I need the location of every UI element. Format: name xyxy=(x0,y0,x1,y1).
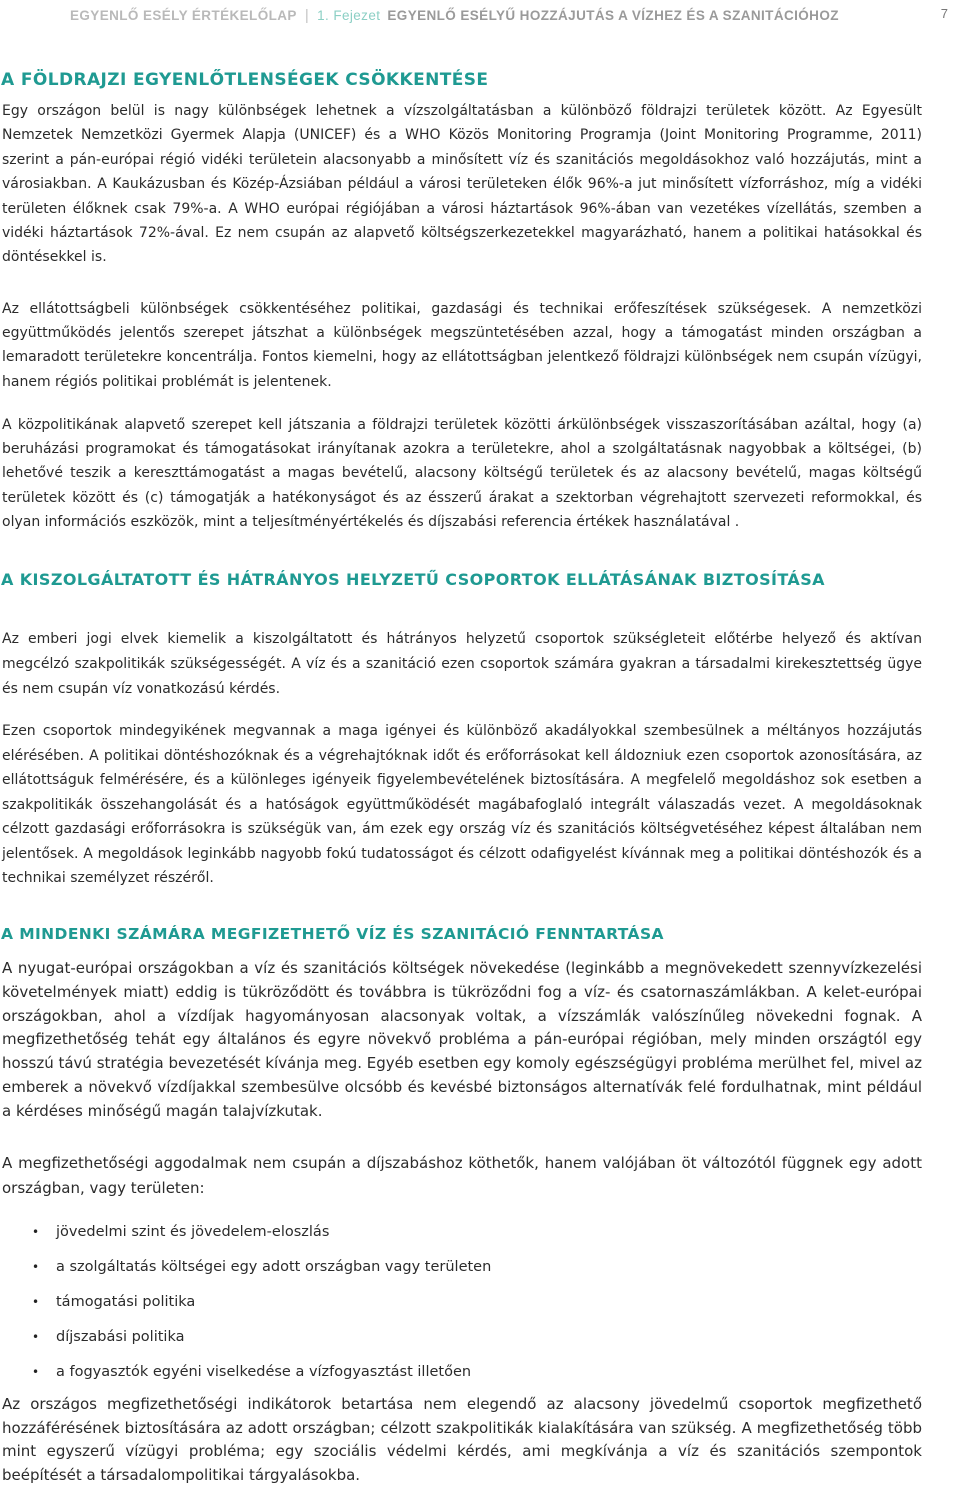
list-item xyxy=(0,1355,940,1390)
list-item-text: a fogyasztók egyéni viselkedése a vízfogyasztást illetően xyxy=(56,1364,472,1380)
paragraph-affordability-intro: A nyugat-európai országokban a víz és szanitációs költségek növekedése (leginkább a megnövekedett szennyvízkezelési követelmények miatt) eddig is tükröződött és továbbra is tükröződni fog a víz- és csatornaszámlákban. A kelet-európai országokban, ahol a vízdíjak hagyományosan alacsonyak voltak, a vízszámlák valószínűleg növekedni fognak. A megfizethetőség tehát egy általános és egyre növekvő probléma a pán-európai régióban, mely minden országtól egy hosszú távú stratégia bevezetését kívánja meg. Egyéb esetben egy komoly egészségügyi probléma merülhet fel, mivel az emberek a növekvő vízdíjakkal szembesülve olcsóbb és kevésbé biztonságos alternatívák felé fordulhatnak, mint például a kérdéses minőségű magán talajvízkutak. xyxy=(2,959,922,1120)
list-item xyxy=(0,1285,940,1320)
paragraph-geographic-policy: A közpolitikának alapvető szerepet kell játszania a földrajzi területek közötti árkülönbségek visszaszorításában azáltal, hogy (a) beruházási programokat és támogatásokat irányítanak azokra a területekre, ahol a szolgáltatásnak nagyobbak a költségei, (b) lehetővé teszik a kereszttámogatást a magas bevételű, alacsony költségű területek és az alacsony bevételű, magas költségű területek között és (c) támogatják a hatékonyságot és az ésszerű árakat a szektorban végrehajtott szervezeti reformokkal, és olyan információs eszközök, mint a teljesítményértékelés és díjszabási referencia értékek használatával . xyxy=(2,417,922,530)
list-item-text: támogatási politika xyxy=(56,1294,196,1310)
section-heading-affordability: A MINDENKI SZÁMÁRA MEGFIZETHETŐ VÍZ ÉS SZANITÁCIÓ FENNTARTÁSA xyxy=(1,925,664,943)
section-heading-geographic: A FÖLDRAJZI EGYENLŐTLENSÉGEK CSÖKKENTÉSE xyxy=(1,70,489,90)
paragraph-vulnerable-intro: Az emberi jogi elvek kiemelik a kiszolgáltatott és hátrányos helyzetű csoportok szükségleteit előtérbe helyező és aktívan megcélzó szakpolitikák szükségességét. A víz és a szanitáció ezen csoportok számára gyakran a társadalmi kirekesztettség ügye és nem csupán víz vonatkozású kérdés. xyxy=(2,631,922,697)
bullet-icon: • xyxy=(32,1225,40,1239)
paragraph-geographic-intro xyxy=(2,79,922,270)
bullet-icon: • xyxy=(32,1330,40,1344)
list-item-text: jövedelmi szint és jövedelem-eloszlás xyxy=(56,1224,330,1240)
list-item-text: a szolgáltatás költségei egy adott országban vagy területen xyxy=(56,1259,492,1275)
bullet-icon: • xyxy=(32,1260,40,1274)
page-number: 7 xyxy=(940,6,948,21)
running-header xyxy=(70,4,948,26)
section-heading-vulnerable-groups: A KISZOLGÁLTATOTT ÉS HÁTRÁNYOS HELYZETŰ CSOPORTOK ELLÁTÁSÁNAK BIZTOSÍTÁSA xyxy=(1,570,825,589)
bullet-icon: • xyxy=(32,1365,40,1379)
paragraph-geographic-efforts: Az ellátottságbeli különbségek csökkentéséhez politikai, gazdasági és technikai erőfeszítések szükségesek. A nemzetközi együttműködés jelentős szerepet játszhat a különbségek megszüntetésében azzal, hogy a támogatást minden országban a lemaradott területekre koncentrálja. Fontos kiemelni, hogy az ellátottságban jelentkező földrajzi különbségek nem csupán vízügyi, hanem régiós politikai problémát is jelentenek. xyxy=(2,301,922,390)
affordability-variables-list xyxy=(0,1215,940,1390)
list-item-text: díjszabási politika xyxy=(56,1329,185,1345)
paragraph-affordability-variables: A megfizethetőségi aggodalmak nem csupán a díjszabáshoz köthetők, hanem valójában öt változótól függnek egy adott országban, vagy területen: xyxy=(2,1154,922,1197)
paragraph-vulnerable-needs: Ezen csoportok mindegyikének megvannak a maga igényei és különböző akadályokkal szembesülnek a méltányos hozzájutás elérésében. A politikai döntéshozóknak és a végrehajtóknak időt és erőforrásokat kell áldozniuk ezen csoportok azonosítására, az ellátottságuk felmérésére, és a különleges igényeik figyelembevételének biztosítására. A megfelelő megoldáshoz sok esetben a szakpolitikák összehangolását és a hatóságok együttműködését magábafoglaló integrált válaszadás vezet. A megoldásoknak célzott gazdasági erőforrásokra is szükségük van, ám ezek egy ország víz és szanitációs költségvetéséhez képest általában nem jelentősek. A megoldások leginkább nagyobb fokú tudatosságot és célzott odafigyelést kívánnak meg a politikai döntéshozók és a technikai személyzet részéről. xyxy=(2,723,922,886)
paragraph-text: Egy országon belül is nagy különbségek lehetnek a vízszolgáltatásban a különböző földrajzi területek között. Az Egyesült Nemzetek Nemzetközi Gyermek Alapja (UNICEF) és a WHO Közös Monitoring Programja (Joint Monitoring Programme, 2011) szerint a pán-európai régió vidéki területein alacsonyabb a minősített víz és szanitációs megoldásokhoz való hozzájutás, mint a városiakban. A Kaukázusban és Közép-Ázsiában például a városi területeken élők 96%-a jut minősített vízforráshoz, míg a vidéki területen élőknek csak 79%-a. A WHO európai régiójában a városi háztartások 96%-ában van vezetékes vízellátás, szemben a vidéki háztartások 72%-ával. Ez nem csupán az alapvető költségszerkezetekkel magyarázható, hanem a politikai hatásokkal és döntésekkel is. xyxy=(2,103,922,266)
list-item xyxy=(0,1215,940,1250)
paragraph-affordability-closing: Az országos megfizethetőségi indikátorok betartása nem elegendő az alacsony jövedelmű csoportok megfizethető hozzáférésének biztosítására az adott országban; célzott szakpolitikák kialakítására van szükség. A megfizethetőség több mint egyszerű vízügyi probléma; egy szociális védelmi kérdés, ami megkívánja a víz és szanitációs szempontok beépítését a társadalompolitikai tárgyalásokba. xyxy=(2,1395,922,1484)
header-brand: EGYENLŐ ESÉLY ÉRTÉKELŐLAP xyxy=(70,7,297,23)
header-chapter-title: EGYENLŐ ESÉLYŰ HOZZÁJUTÁS A VÍZHEZ ÉS A SZANITÁCIÓHOZ xyxy=(387,7,839,23)
list-item xyxy=(0,1250,940,1285)
list-item xyxy=(0,1320,940,1355)
header-chapter: 1. Fejezet xyxy=(317,7,381,23)
bullet-icon: • xyxy=(32,1295,40,1309)
header-separator: | xyxy=(304,6,310,24)
